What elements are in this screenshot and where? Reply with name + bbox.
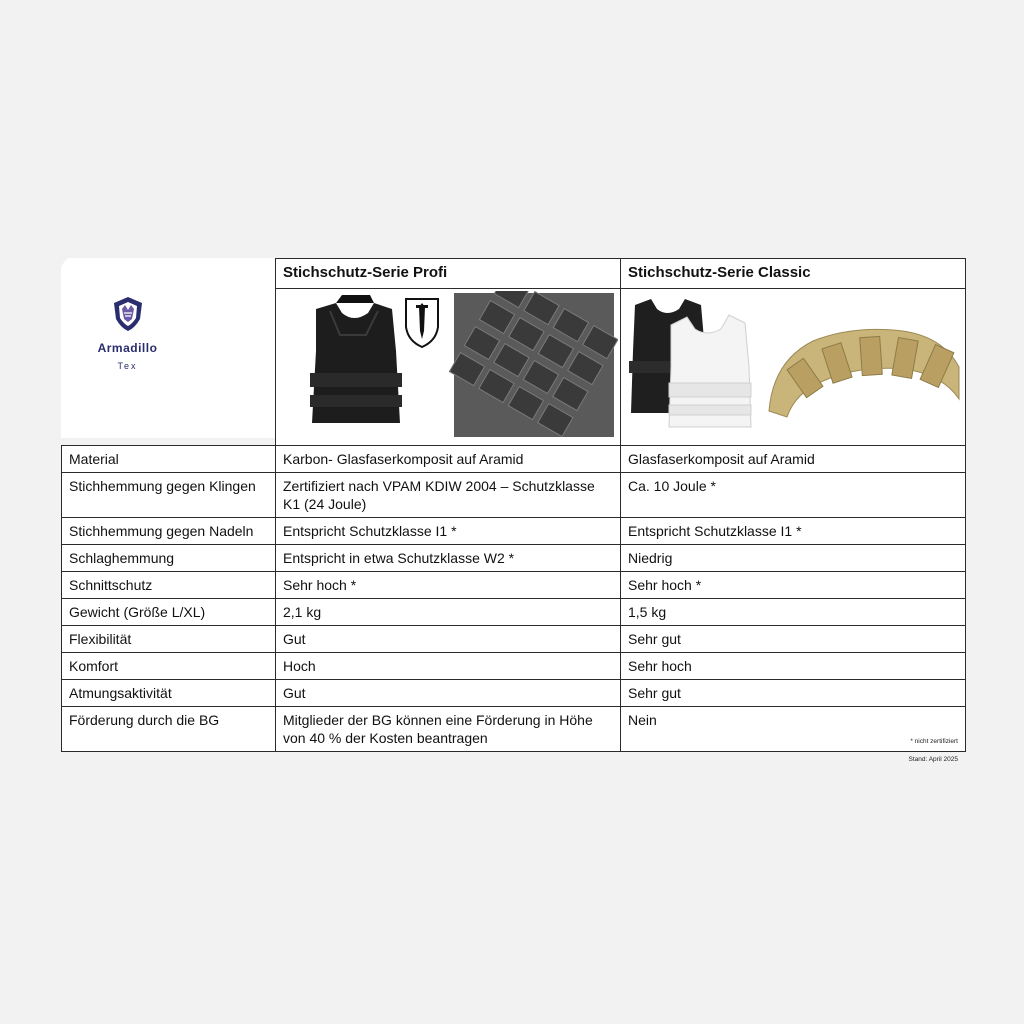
cell-text: Sehr hoch * — [628, 577, 702, 593]
data-rows — [62, 446, 966, 763]
cell-text: Förderung durch die BG — [69, 712, 220, 728]
classic-images — [621, 289, 966, 446]
cell-text: Sehr hoch — [628, 658, 692, 674]
cell-text: Sehr gut — [628, 685, 681, 701]
cell-text: Schnittschutz — [69, 577, 153, 593]
row-label — [62, 653, 276, 680]
row-value-profi — [276, 518, 621, 545]
cell-text: Sehr gut — [628, 631, 681, 647]
table-row — [62, 599, 966, 626]
brand-name: Armadillo — [97, 340, 158, 355]
row-value-classic — [621, 626, 966, 653]
row-value-classic — [621, 473, 966, 518]
cell-text: Karbon- Glasfaserkomposit auf Aramid — [283, 451, 524, 467]
row-label — [62, 572, 276, 599]
comparison-sheet — [61, 248, 965, 768]
row-value-profi — [276, 473, 621, 518]
golden-panel-image — [769, 329, 959, 417]
row-label — [62, 680, 276, 707]
cell-text: Flexibilität — [69, 631, 132, 647]
table-row — [62, 446, 966, 473]
knife-shield-icon — [406, 299, 438, 347]
table-row — [62, 707, 966, 752]
table-row — [62, 626, 966, 653]
row-value-profi — [276, 572, 621, 599]
logo-cell — [62, 259, 276, 446]
cell-text: Entspricht Schutzklasse I1 * — [283, 523, 457, 539]
cell-text: Material — [69, 451, 119, 467]
profi-vest-image — [278, 291, 618, 439]
cell-text: Gut — [283, 631, 306, 647]
table-row — [62, 653, 966, 680]
column-header-profi: Stichschutz-Serie Profi — [276, 259, 621, 289]
row-value-profi — [276, 626, 621, 653]
row-label — [62, 446, 276, 473]
cell-text: Ca. 10 Joule * — [628, 478, 716, 494]
black-vest-icon — [310, 295, 402, 423]
table-row — [62, 545, 966, 572]
row-label — [62, 518, 276, 545]
table-row — [62, 680, 966, 707]
white-vest-icon — [669, 315, 751, 427]
table-row — [62, 572, 966, 599]
cell-text: Stichhemmung gegen Nadeln — [69, 523, 254, 539]
header-row — [62, 259, 966, 289]
cell-text: Gut — [283, 685, 306, 701]
composite-tile-image — [449, 291, 618, 437]
row-value-classic — [621, 446, 966, 473]
cell-text: Gewicht (Größe L/XL) — [69, 604, 206, 620]
row-value-classic — [621, 599, 966, 626]
row-label — [62, 599, 276, 626]
row-label — [62, 473, 276, 518]
row-value-classic — [621, 680, 966, 707]
row-label — [62, 545, 276, 572]
brand-logo — [88, 295, 168, 375]
cell-text: Zertifiziert nach VPAM KDIW 2004 – Schutzklasse K1 (24 Joule) — [283, 478, 595, 512]
row-value-profi — [276, 599, 621, 626]
row-value-classic — [621, 518, 966, 545]
brand-sub: Tex — [117, 360, 138, 371]
cell-text: Mitglieder der BG können eine Förderung in Höhe von 40 % der Kosten beantragen — [283, 712, 593, 746]
cell-text: 1,5 kg — [628, 604, 667, 620]
column-header-classic: Stichschutz-Serie Classic — [621, 259, 966, 289]
row-value-profi — [276, 707, 621, 752]
row-value-classic — [621, 653, 966, 680]
row-value-profi — [276, 680, 621, 707]
cell-text: Stichhemmung gegen Klingen — [69, 478, 256, 494]
row-value-profi — [276, 653, 621, 680]
footnote-not-certified: * nicht zertifiziert — [910, 738, 958, 745]
row-value-profi — [276, 545, 621, 572]
cell-text: Glasfaserkomposit auf Aramid — [628, 451, 815, 467]
cell-text: 2,1 kg — [283, 604, 322, 620]
row-value-classic — [621, 707, 966, 763]
row-label — [62, 626, 276, 653]
table-row — [62, 473, 966, 518]
profi-images — [276, 289, 621, 446]
row-value-classic — [621, 545, 966, 572]
footnote-date: Stand: April 2025 — [908, 756, 958, 763]
cell-text: Entspricht Schutzklasse I1 * — [628, 523, 802, 539]
cell-text: Niedrig — [628, 550, 673, 566]
shield-logo-icon — [111, 295, 145, 333]
cell-text: Schlaghemmung — [69, 550, 175, 566]
cell-text: Komfort — [69, 658, 119, 674]
cell-text: Sehr hoch * — [283, 577, 357, 593]
classic-vest-image — [623, 291, 963, 439]
row-label — [62, 707, 276, 752]
cell-text: Hoch — [283, 658, 316, 674]
comparison-table — [61, 258, 966, 763]
row-value-profi — [276, 446, 621, 473]
cell-text: Atmungsaktivität — [69, 685, 172, 701]
row-value-classic — [621, 572, 966, 599]
cell-text: Entspricht in etwa Schutzklasse W2 * — [283, 550, 515, 566]
cell-text: Nein — [628, 712, 657, 728]
table-row — [62, 518, 966, 545]
